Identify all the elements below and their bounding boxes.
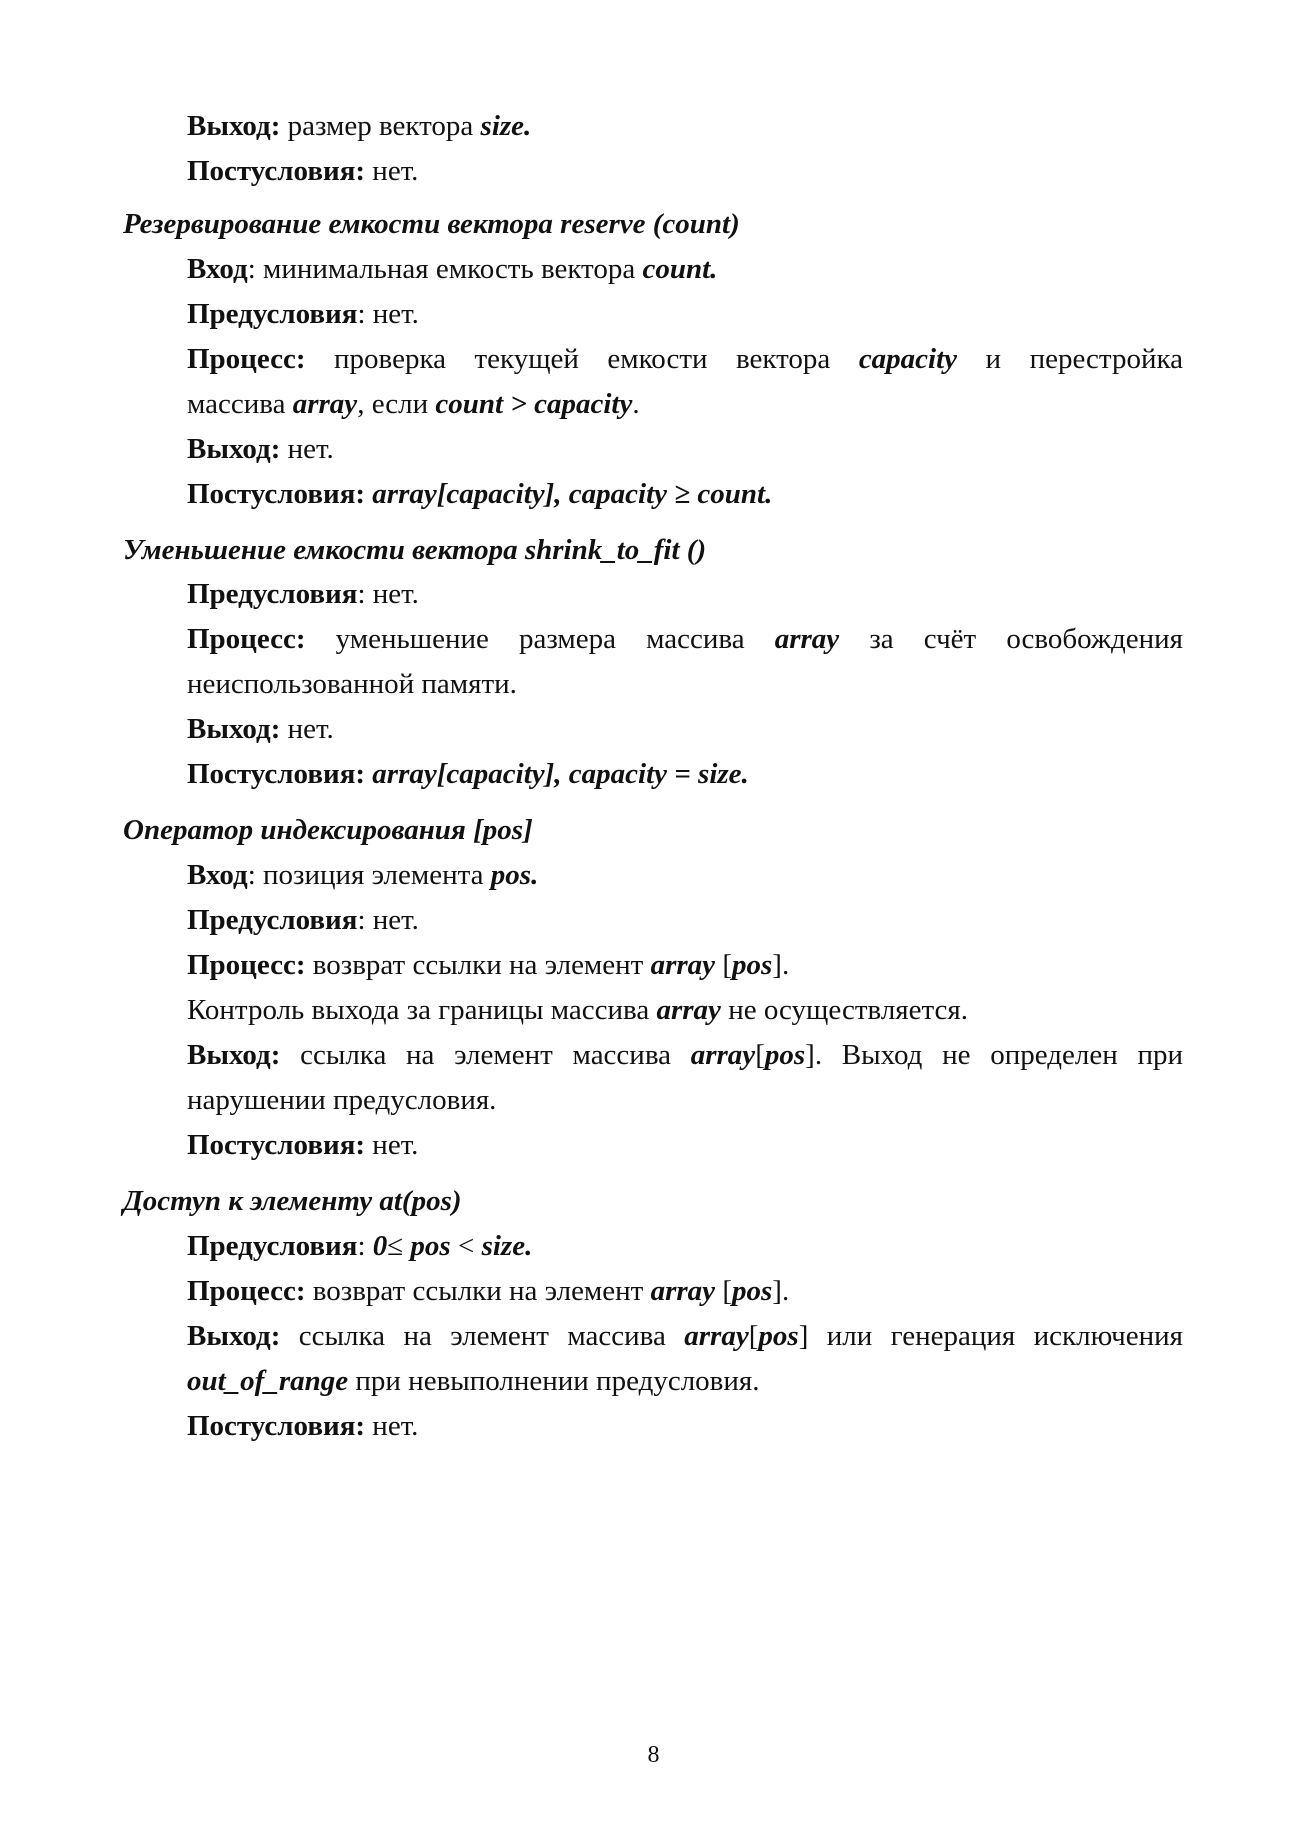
text-line: [187, 1407, 1183, 1445]
text-line: [187, 1036, 1183, 1074]
field-label: Выход:: [187, 1320, 281, 1352]
text-run: ].: [772, 949, 790, 981]
field-label: Выход:: [187, 433, 281, 465]
text-run: нет.: [280, 713, 334, 745]
text-run: за счёт освобождения: [839, 623, 1183, 655]
code-term: array: [690, 1039, 756, 1071]
text-run: нарушении предусловия.: [187, 1084, 497, 1116]
text-line: [187, 250, 1183, 288]
text-run: нет.: [365, 155, 419, 187]
text-line: [187, 710, 1183, 748]
field-label: Выход:: [187, 713, 281, 745]
code-term: array: [292, 388, 358, 420]
text-run: ссылка на элемент массива: [280, 1039, 691, 1071]
text-run: уменьшение размера массива: [305, 623, 775, 655]
text-line: [187, 991, 1183, 1029]
text-run: ]. Выход не определен при: [805, 1039, 1184, 1071]
text-line: [187, 946, 1183, 984]
code-term: pos: [731, 949, 773, 981]
section-heading: Доступ к элементу at(pos): [123, 1185, 462, 1217]
text-line: [187, 620, 1183, 658]
field-label: Выход:: [187, 110, 281, 142]
section-heading: Резервирование емкости вектора reserve (count): [123, 208, 740, 240]
field-label: Вход: [187, 253, 248, 285]
code-term: pos: [731, 1275, 773, 1307]
text-run: [: [755, 1039, 765, 1071]
text-run: возврат ссылки на элемент: [305, 949, 651, 981]
text-run: неиспользованной памяти.: [187, 668, 517, 700]
text-line: [187, 1362, 1183, 1400]
code-term: count.: [642, 253, 718, 285]
text-run: при невыполнении предусловия.: [348, 1365, 760, 1397]
text-run: ссылка на элемент массива: [280, 1320, 685, 1352]
text-run: [: [748, 1320, 759, 1352]
text-run: Контроль выхода за границы массива: [187, 994, 657, 1026]
field-label: Постусловия:: [187, 1410, 366, 1442]
field-label: Предусловия: [187, 1230, 358, 1262]
code-term: out_of_range: [187, 1365, 349, 1397]
text-line: [187, 856, 1183, 894]
text-line: [187, 107, 1183, 145]
text-line: [187, 295, 1183, 333]
code-term: capacity: [858, 343, 958, 375]
code-term: array: [684, 1320, 749, 1352]
code-term: pos.: [490, 859, 539, 891]
text-run: ].: [772, 1275, 790, 1307]
text-run: ] или генерация исключения: [798, 1320, 1183, 1352]
field-label: Постусловия:: [187, 155, 366, 187]
code-term: size.: [481, 1230, 533, 1262]
text-run: массива: [187, 388, 293, 420]
text-run: .: [632, 388, 640, 420]
text-run: ≤: [387, 1230, 411, 1262]
text-line: [187, 1081, 1183, 1119]
text-line: [187, 430, 1183, 468]
code-term: array: [656, 994, 721, 1026]
field-label: Предусловия: [187, 904, 358, 936]
text-run: : минимальная емкость вектора: [247, 253, 643, 285]
code-term: count > capacity: [435, 388, 633, 420]
text-run: нет.: [365, 1129, 419, 1161]
section-heading: Уменьшение емкости вектора shrink_to_fit (): [123, 534, 707, 566]
code-term: array[capacity], capacity = size.: [372, 758, 749, 790]
text-line: [187, 385, 1183, 423]
field-label: Процесс:: [187, 949, 306, 981]
code-term: array: [650, 1275, 716, 1307]
code-term: pos: [764, 1039, 806, 1071]
text-run: проверка текущей емкости вектора: [305, 343, 859, 375]
text-line: [187, 665, 1183, 703]
field-label: Вход: [187, 859, 248, 891]
text-run: : нет.: [357, 578, 419, 610]
field-label: Постусловия:: [187, 1129, 366, 1161]
field-label: Постусловия:: [187, 758, 373, 790]
text-run: размер вектора: [280, 110, 481, 142]
field-label: Предусловия: [187, 578, 358, 610]
text-line: [187, 1126, 1183, 1164]
text-run: <: [450, 1230, 482, 1262]
field-label: Процесс:: [187, 1275, 306, 1307]
text-run: нет.: [365, 1410, 419, 1442]
field-label: Выход:: [187, 1039, 281, 1071]
text-run: [: [715, 949, 732, 981]
section-heading: Оператор индексирования [pos]: [123, 814, 533, 846]
code-term: pos: [410, 1230, 451, 1262]
field-label: Процесс:: [187, 343, 306, 375]
text-run: нет.: [280, 433, 334, 465]
text-line: [187, 475, 1183, 513]
code-term: size.: [480, 110, 532, 142]
text-line: [187, 901, 1183, 939]
code-term: array: [650, 949, 716, 981]
text-line: [187, 1317, 1183, 1355]
text-run: и перестройка: [957, 343, 1183, 375]
code-term: 0: [372, 1230, 388, 1262]
text-line: [187, 152, 1183, 190]
field-label: Процесс:: [187, 623, 306, 655]
field-label: Постусловия:: [187, 478, 373, 510]
text-line: [187, 1272, 1183, 1310]
text-run: : нет.: [357, 298, 419, 330]
text-line: [187, 1227, 1183, 1265]
code-term: array[capacity], capacity ≥ count.: [372, 478, 773, 510]
text-run: не осуществляется.: [720, 994, 968, 1026]
text-line: [187, 755, 1183, 793]
code-term: array: [774, 623, 840, 655]
page-number: 8: [647, 1742, 660, 1768]
text-run: возврат ссылки на элемент: [305, 1275, 651, 1307]
text-run: : нет.: [357, 904, 419, 936]
field-label: Предусловия: [187, 298, 358, 330]
text-run: : позиция элемента: [247, 859, 491, 891]
text-line: [187, 340, 1183, 378]
text-run: , если: [357, 388, 436, 420]
code-term: pos: [758, 1320, 799, 1352]
text-run: :: [357, 1230, 373, 1262]
text-run: [: [715, 1275, 732, 1307]
text-line: [187, 575, 1183, 613]
